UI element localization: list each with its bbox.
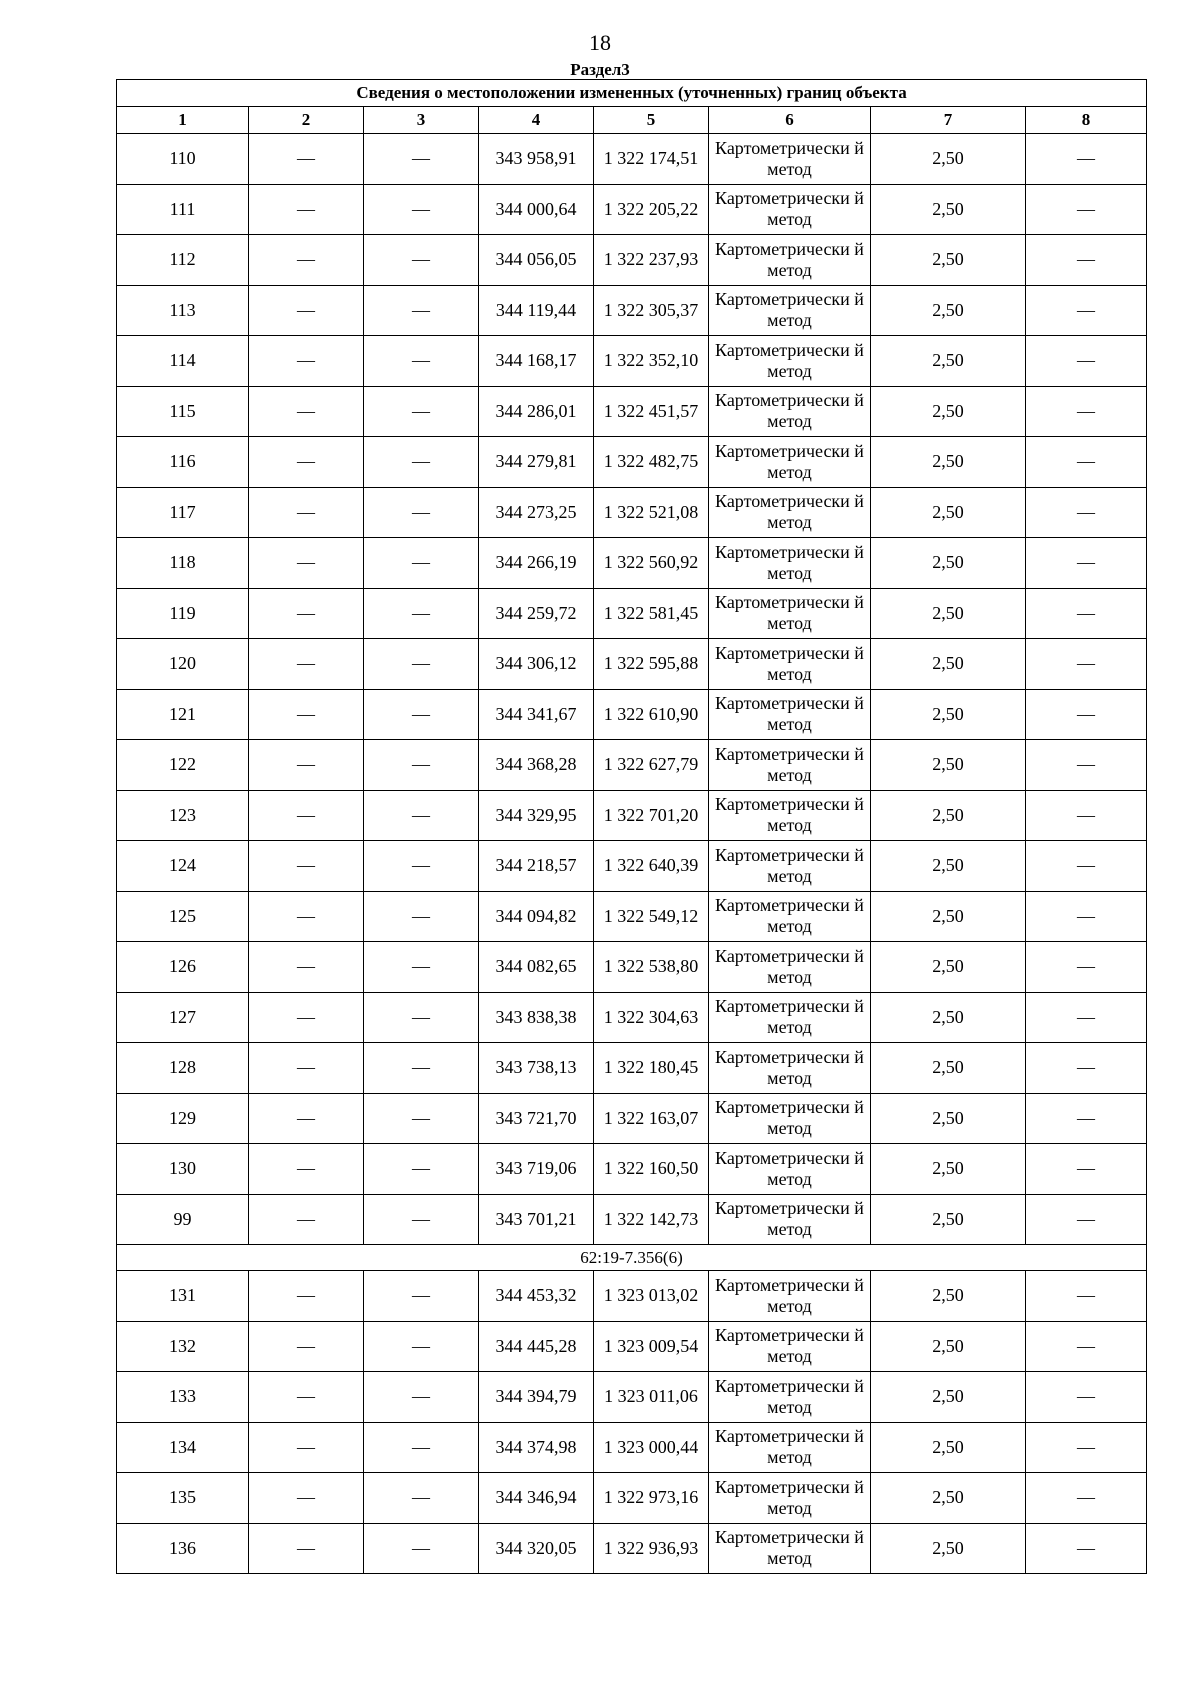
- column3-cell: —: [364, 942, 479, 993]
- column8-cell: —: [1026, 437, 1147, 488]
- table-row: [117, 386, 1147, 437]
- table-row: [117, 1321, 1147, 1372]
- method-cell: Картометрически й метод: [709, 891, 871, 942]
- x-coordinate-cell: 343 738,13: [479, 1043, 594, 1094]
- x-coordinate-cell: 344 000,64: [479, 184, 594, 235]
- accuracy-cell: 2,50: [871, 487, 1026, 538]
- column2-cell: —: [249, 487, 364, 538]
- column3-cell: —: [364, 1144, 479, 1195]
- column8-cell: —: [1026, 336, 1147, 387]
- point-number-cell: 114: [117, 336, 249, 387]
- x-coordinate-cell: 344 259,72: [479, 588, 594, 639]
- x-coordinate-cell: 344 394,79: [479, 1372, 594, 1423]
- method-cell: Картометрически й метод: [709, 588, 871, 639]
- column2-cell: —: [249, 538, 364, 589]
- point-number-cell: 129: [117, 1093, 249, 1144]
- y-coordinate-cell: 1 323 011,06: [594, 1372, 709, 1423]
- point-number-cell: 113: [117, 285, 249, 336]
- point-number-cell: 134: [117, 1422, 249, 1473]
- method-cell: Картометрически й метод: [709, 1321, 871, 1372]
- column3-cell: —: [364, 740, 479, 791]
- column8-cell: —: [1026, 1043, 1147, 1094]
- column8-cell: —: [1026, 1473, 1147, 1524]
- method-cell: Картометрически й метод: [709, 487, 871, 538]
- column3-cell: —: [364, 689, 479, 740]
- column-number: 4: [479, 107, 594, 134]
- table-row: [117, 740, 1147, 791]
- table-row: [117, 942, 1147, 993]
- point-number-cell: 116: [117, 437, 249, 488]
- accuracy-cell: 2,50: [871, 841, 1026, 892]
- x-coordinate-cell: 343 719,06: [479, 1144, 594, 1195]
- column8-cell: —: [1026, 1372, 1147, 1423]
- accuracy-cell: 2,50: [871, 942, 1026, 993]
- table-row: [117, 1144, 1147, 1195]
- column3-cell: —: [364, 538, 479, 589]
- method-cell: Картометрически й метод: [709, 386, 871, 437]
- column3-cell: —: [364, 992, 479, 1043]
- column3-cell: —: [364, 1473, 479, 1524]
- x-coordinate-cell: 343 721,70: [479, 1093, 594, 1144]
- column3-cell: —: [364, 1271, 479, 1322]
- column8-cell: —: [1026, 386, 1147, 437]
- point-number-cell: 121: [117, 689, 249, 740]
- method-cell: Картометрически й метод: [709, 942, 871, 993]
- y-coordinate-cell: 1 322 549,12: [594, 891, 709, 942]
- method-cell: Картометрически й метод: [709, 437, 871, 488]
- column8-cell: —: [1026, 487, 1147, 538]
- column-number: 8: [1026, 107, 1147, 134]
- column3-cell: —: [364, 134, 479, 185]
- y-coordinate-cell: 1 322 180,45: [594, 1043, 709, 1094]
- y-coordinate-cell: 1 322 305,37: [594, 285, 709, 336]
- y-coordinate-cell: 1 323 009,54: [594, 1321, 709, 1372]
- x-coordinate-cell: 344 329,95: [479, 790, 594, 841]
- y-coordinate-cell: 1 322 352,10: [594, 336, 709, 387]
- column8-cell: —: [1026, 1321, 1147, 1372]
- method-cell: Картометрически й метод: [709, 538, 871, 589]
- x-coordinate-cell: 344 082,65: [479, 942, 594, 993]
- x-coordinate-cell: 343 701,21: [479, 1194, 594, 1245]
- point-number-cell: 135: [117, 1473, 249, 1524]
- accuracy-cell: 2,50: [871, 184, 1026, 235]
- method-cell: Картометрически й метод: [709, 1043, 871, 1094]
- method-cell: Картометрически й метод: [709, 790, 871, 841]
- column2-cell: —: [249, 1043, 364, 1094]
- method-cell: Картометрически й метод: [709, 841, 871, 892]
- column8-cell: —: [1026, 639, 1147, 690]
- method-cell: Картометрически й метод: [709, 689, 871, 740]
- column3-cell: —: [364, 1043, 479, 1094]
- table-row: [117, 336, 1147, 387]
- column8-cell: —: [1026, 285, 1147, 336]
- table-row: [117, 437, 1147, 488]
- point-number-cell: 126: [117, 942, 249, 993]
- column-number: 5: [594, 107, 709, 134]
- table-row: [117, 992, 1147, 1043]
- point-number-cell: 123: [117, 790, 249, 841]
- column2-cell: —: [249, 588, 364, 639]
- column2-cell: —: [249, 285, 364, 336]
- section-title: Раздел3: [570, 60, 630, 79]
- column3-cell: —: [364, 386, 479, 437]
- column2-cell: —: [249, 1194, 364, 1245]
- method-cell: Картометрически й метод: [709, 336, 871, 387]
- y-coordinate-cell: 1 322 581,45: [594, 588, 709, 639]
- column2-cell: —: [249, 134, 364, 185]
- table-row: [117, 1271, 1147, 1322]
- accuracy-cell: 2,50: [871, 1271, 1026, 1322]
- method-cell: Картометрически й метод: [709, 1523, 871, 1574]
- accuracy-cell: 2,50: [871, 1043, 1026, 1094]
- column3-cell: —: [364, 1093, 479, 1144]
- column3-cell: —: [364, 184, 479, 235]
- accuracy-cell: 2,50: [871, 588, 1026, 639]
- table-row: [117, 1194, 1147, 1245]
- point-number-cell: 130: [117, 1144, 249, 1195]
- group-label: 62:19-7.356(6): [117, 1245, 1147, 1271]
- accuracy-cell: 2,50: [871, 790, 1026, 841]
- column2-cell: —: [249, 841, 364, 892]
- point-number-cell: 110: [117, 134, 249, 185]
- x-coordinate-cell: 344 368,28: [479, 740, 594, 791]
- point-number-cell: 136: [117, 1523, 249, 1574]
- column-number: 7: [871, 107, 1026, 134]
- y-coordinate-cell: 1 322 610,90: [594, 689, 709, 740]
- y-coordinate-cell: 1 322 538,80: [594, 942, 709, 993]
- x-coordinate-cell: 344 346,94: [479, 1473, 594, 1524]
- column8-cell: —: [1026, 1144, 1147, 1195]
- column-number: 6: [709, 107, 871, 134]
- column8-cell: —: [1026, 184, 1147, 235]
- coordinates-table: [116, 79, 1147, 1574]
- accuracy-cell: 2,50: [871, 689, 1026, 740]
- accuracy-cell: 2,50: [871, 285, 1026, 336]
- column2-cell: —: [249, 740, 364, 791]
- column2-cell: —: [249, 386, 364, 437]
- column3-cell: —: [364, 1321, 479, 1372]
- point-number-cell: 125: [117, 891, 249, 942]
- column2-cell: —: [249, 942, 364, 993]
- column8-cell: —: [1026, 992, 1147, 1043]
- column3-cell: —: [364, 891, 479, 942]
- method-cell: Картометрически й метод: [709, 992, 871, 1043]
- x-coordinate-cell: 344 273,25: [479, 487, 594, 538]
- column8-cell: —: [1026, 235, 1147, 286]
- column2-cell: —: [249, 1321, 364, 1372]
- method-cell: Картометрически й метод: [709, 285, 871, 336]
- y-coordinate-cell: 1 322 174,51: [594, 134, 709, 185]
- column2-cell: —: [249, 992, 364, 1043]
- column2-cell: —: [249, 891, 364, 942]
- column8-cell: —: [1026, 588, 1147, 639]
- accuracy-cell: 2,50: [871, 538, 1026, 589]
- table-row: [117, 891, 1147, 942]
- method-cell: Картометрически й метод: [709, 184, 871, 235]
- accuracy-cell: 2,50: [871, 134, 1026, 185]
- column8-cell: —: [1026, 689, 1147, 740]
- point-number-cell: 112: [117, 235, 249, 286]
- group-header-row: [117, 1245, 1147, 1271]
- column3-cell: —: [364, 639, 479, 690]
- column8-cell: —: [1026, 134, 1147, 185]
- column8-cell: —: [1026, 1422, 1147, 1473]
- column8-cell: —: [1026, 740, 1147, 791]
- column8-cell: —: [1026, 790, 1147, 841]
- y-coordinate-cell: 1 322 163,07: [594, 1093, 709, 1144]
- table-row: [117, 790, 1147, 841]
- accuracy-cell: 2,50: [871, 1372, 1026, 1423]
- method-cell: Картометрически й метод: [709, 1093, 871, 1144]
- method-cell: Картометрически й метод: [709, 235, 871, 286]
- column2-cell: —: [249, 639, 364, 690]
- table-row: [117, 588, 1147, 639]
- column2-cell: —: [249, 437, 364, 488]
- accuracy-cell: 2,50: [871, 1093, 1026, 1144]
- point-number-cell: 133: [117, 1372, 249, 1423]
- method-cell: Картометрически й метод: [709, 1372, 871, 1423]
- point-number-cell: 119: [117, 588, 249, 639]
- point-number-cell: 124: [117, 841, 249, 892]
- accuracy-cell: 2,50: [871, 1194, 1026, 1245]
- point-number-cell: 117: [117, 487, 249, 538]
- column3-cell: —: [364, 285, 479, 336]
- accuracy-cell: 2,50: [871, 336, 1026, 387]
- x-coordinate-cell: 344 453,32: [479, 1271, 594, 1322]
- column3-cell: —: [364, 1523, 479, 1574]
- method-cell: Картометрически й метод: [709, 1422, 871, 1473]
- x-coordinate-cell: 344 056,05: [479, 235, 594, 286]
- table-row: [117, 1523, 1147, 1574]
- x-coordinate-cell: 344 279,81: [479, 437, 594, 488]
- y-coordinate-cell: 1 322 205,22: [594, 184, 709, 235]
- table-row: [117, 1093, 1147, 1144]
- column3-cell: —: [364, 1372, 479, 1423]
- x-coordinate-cell: 344 218,57: [479, 841, 594, 892]
- y-coordinate-cell: 1 322 595,88: [594, 639, 709, 690]
- column8-cell: —: [1026, 1093, 1147, 1144]
- table-body: [117, 134, 1147, 1574]
- column8-cell: —: [1026, 1194, 1147, 1245]
- x-coordinate-cell: 343 838,38: [479, 992, 594, 1043]
- column2-cell: —: [249, 790, 364, 841]
- table-row: [117, 487, 1147, 538]
- y-coordinate-cell: 1 322 160,50: [594, 1144, 709, 1195]
- table-row: [117, 1422, 1147, 1473]
- column2-cell: —: [249, 1144, 364, 1195]
- method-cell: Картометрически й метод: [709, 1144, 871, 1195]
- table-caption: Сведения о местоположении измененных (уточненных) границ объекта: [117, 80, 1147, 107]
- y-coordinate-cell: 1 323 013,02: [594, 1271, 709, 1322]
- point-number-cell: 111: [117, 184, 249, 235]
- y-coordinate-cell: 1 323 000,44: [594, 1422, 709, 1473]
- column3-cell: —: [364, 336, 479, 387]
- accuracy-cell: 2,50: [871, 437, 1026, 488]
- x-coordinate-cell: 344 445,28: [479, 1321, 594, 1372]
- y-coordinate-cell: 1 322 701,20: [594, 790, 709, 841]
- column3-cell: —: [364, 790, 479, 841]
- column2-cell: —: [249, 689, 364, 740]
- accuracy-cell: 2,50: [871, 1473, 1026, 1524]
- point-number-cell: 120: [117, 639, 249, 690]
- accuracy-cell: 2,50: [871, 235, 1026, 286]
- x-coordinate-cell: 344 306,12: [479, 639, 594, 690]
- column3-cell: —: [364, 841, 479, 892]
- point-number-cell: 115: [117, 386, 249, 437]
- table-row: [117, 538, 1147, 589]
- column-number: 1: [117, 107, 249, 134]
- table-row: [117, 689, 1147, 740]
- method-cell: Картометрически й метод: [709, 639, 871, 690]
- accuracy-cell: 2,50: [871, 639, 1026, 690]
- y-coordinate-cell: 1 322 936,93: [594, 1523, 709, 1574]
- y-coordinate-cell: 1 322 521,08: [594, 487, 709, 538]
- table-row: [117, 235, 1147, 286]
- column2-cell: —: [249, 1422, 364, 1473]
- accuracy-cell: 2,50: [871, 740, 1026, 791]
- y-coordinate-cell: 1 322 451,57: [594, 386, 709, 437]
- column3-cell: —: [364, 1422, 479, 1473]
- accuracy-cell: 2,50: [871, 1144, 1026, 1195]
- table-row: [117, 285, 1147, 336]
- column8-cell: —: [1026, 942, 1147, 993]
- table-row: [117, 841, 1147, 892]
- method-cell: Картометрически й метод: [709, 1473, 871, 1524]
- column2-cell: —: [249, 1523, 364, 1574]
- table-row: [117, 639, 1147, 690]
- column8-cell: —: [1026, 1271, 1147, 1322]
- point-number-cell: 118: [117, 538, 249, 589]
- table-row: [117, 1043, 1147, 1094]
- column2-cell: —: [249, 1271, 364, 1322]
- y-coordinate-cell: 1 322 237,93: [594, 235, 709, 286]
- column-number: 2: [249, 107, 364, 134]
- method-cell: Картометрически й метод: [709, 134, 871, 185]
- point-number-cell: 99: [117, 1194, 249, 1245]
- x-coordinate-cell: 344 374,98: [479, 1422, 594, 1473]
- accuracy-cell: 2,50: [871, 891, 1026, 942]
- column3-cell: —: [364, 1194, 479, 1245]
- column3-cell: —: [364, 487, 479, 538]
- table-row: [117, 1473, 1147, 1524]
- point-number-cell: 132: [117, 1321, 249, 1372]
- accuracy-cell: 2,50: [871, 1321, 1026, 1372]
- accuracy-cell: 2,50: [871, 1422, 1026, 1473]
- y-coordinate-cell: 1 322 640,39: [594, 841, 709, 892]
- table-row: [117, 134, 1147, 185]
- column-number-row: [117, 107, 1147, 134]
- y-coordinate-cell: 1 322 973,16: [594, 1473, 709, 1524]
- y-coordinate-cell: 1 322 560,92: [594, 538, 709, 589]
- accuracy-cell: 2,50: [871, 992, 1026, 1043]
- method-cell: Картометрически й метод: [709, 1194, 871, 1245]
- column2-cell: —: [249, 184, 364, 235]
- x-coordinate-cell: 344 341,67: [479, 689, 594, 740]
- column2-cell: —: [249, 336, 364, 387]
- column2-cell: —: [249, 1093, 364, 1144]
- x-coordinate-cell: 344 094,82: [479, 891, 594, 942]
- column8-cell: —: [1026, 891, 1147, 942]
- y-coordinate-cell: 1 322 627,79: [594, 740, 709, 791]
- column8-cell: —: [1026, 1523, 1147, 1574]
- column2-cell: —: [249, 235, 364, 286]
- y-coordinate-cell: 1 322 142,73: [594, 1194, 709, 1245]
- table-row: [117, 184, 1147, 235]
- column2-cell: —: [249, 1372, 364, 1423]
- column-number: 3: [364, 107, 479, 134]
- method-cell: Картометрически й метод: [709, 740, 871, 791]
- table-row: [117, 1372, 1147, 1423]
- accuracy-cell: 2,50: [871, 1523, 1026, 1574]
- x-coordinate-cell: 344 266,19: [479, 538, 594, 589]
- point-number-cell: 128: [117, 1043, 249, 1094]
- column3-cell: —: [364, 437, 479, 488]
- column8-cell: —: [1026, 538, 1147, 589]
- column8-cell: —: [1026, 841, 1147, 892]
- column3-cell: —: [364, 588, 479, 639]
- point-number-cell: 122: [117, 740, 249, 791]
- x-coordinate-cell: 343 958,91: [479, 134, 594, 185]
- point-number-cell: 127: [117, 992, 249, 1043]
- x-coordinate-cell: 344 320,05: [479, 1523, 594, 1574]
- column2-cell: —: [249, 1473, 364, 1524]
- method-cell: Картометрически й метод: [709, 1271, 871, 1322]
- x-coordinate-cell: 344 119,44: [479, 285, 594, 336]
- y-coordinate-cell: 1 322 482,75: [594, 437, 709, 488]
- accuracy-cell: 2,50: [871, 386, 1026, 437]
- page-number: 18: [589, 30, 611, 55]
- point-number-cell: 131: [117, 1271, 249, 1322]
- x-coordinate-cell: 344 286,01: [479, 386, 594, 437]
- x-coordinate-cell: 344 168,17: [479, 336, 594, 387]
- y-coordinate-cell: 1 322 304,63: [594, 992, 709, 1043]
- column3-cell: —: [364, 235, 479, 286]
